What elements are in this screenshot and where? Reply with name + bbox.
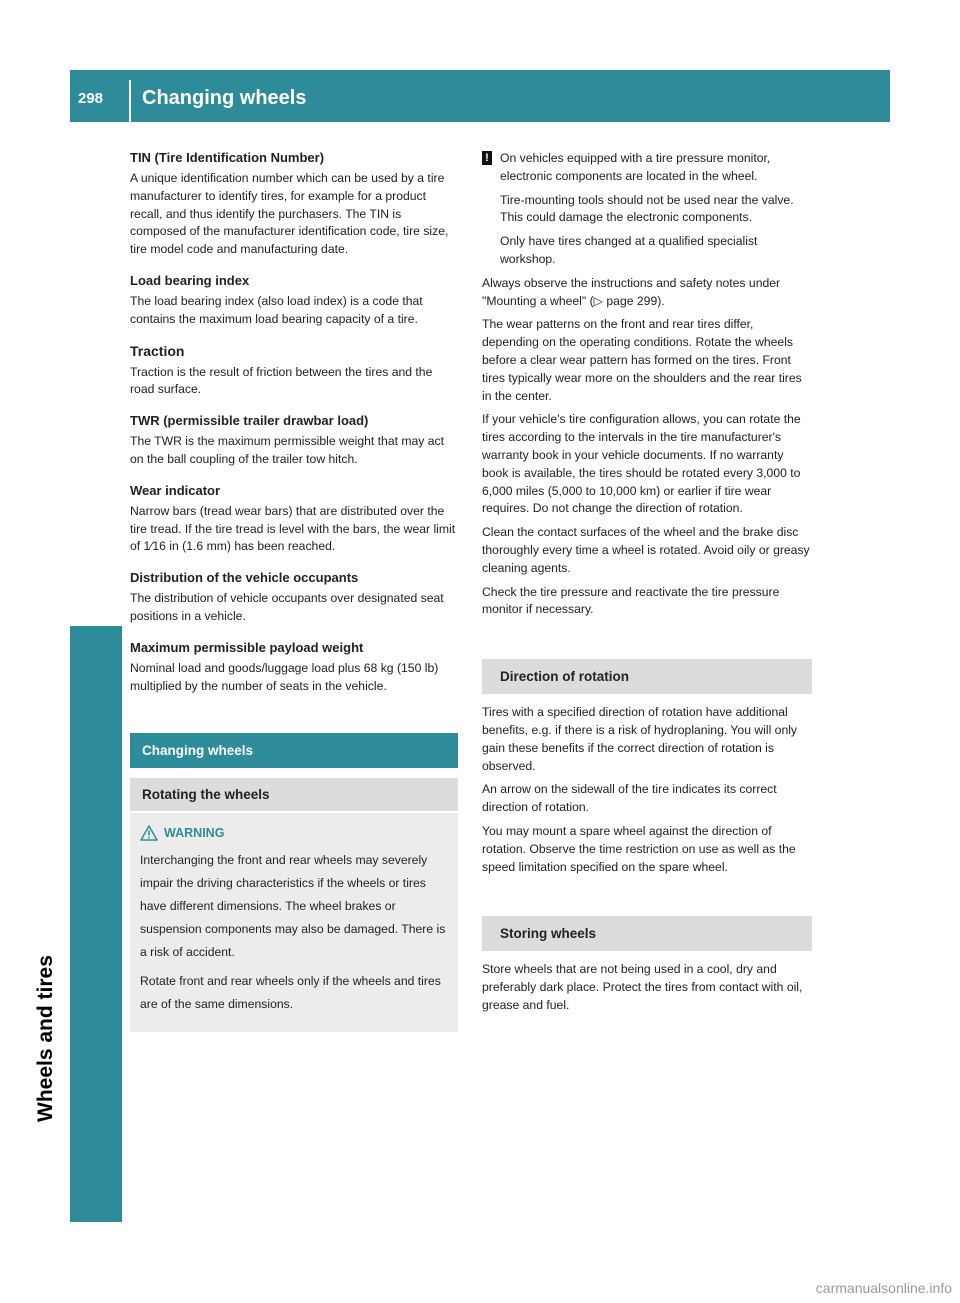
definition-term: TWR (permissible trailer drawbar load)	[130, 413, 369, 429]
warning-triangle-icon	[140, 825, 158, 841]
definition-twr	[130, 413, 458, 469]
side-tab	[70, 626, 122, 1222]
definition-occupant-distribution	[130, 570, 458, 626]
section-heading: Changing wheels	[130, 733, 458, 768]
definition-text: The distribution of vehicle occupants over designated seat positions in a vehicle.	[130, 591, 444, 623]
definition-term: Load bearing index	[130, 272, 250, 288]
header-divider	[129, 80, 131, 122]
subsection-heading: Rotating the wheels	[130, 778, 458, 811]
definition-term: Wear indicator	[130, 482, 221, 498]
body-paragraph: Always observe the instructions and safety notes under "Mounting a wheel" (▷ page 299).	[482, 275, 781, 308]
definition-term: Distribution of the vehicle occupants	[130, 570, 359, 586]
side-tab-label: Wheels and tires	[34, 955, 57, 1122]
definition-traction	[130, 343, 458, 400]
body-paragraph: Clean the contact surfaces of the wheel and the brake disc thoroughly every time a wheel is rotated. Avoid oily or greasy cleaning agents.	[482, 525, 810, 575]
definition-wear-indicator	[130, 483, 458, 556]
storing-wheels-heading: Storing wheels	[482, 916, 812, 951]
definition-max-payload	[130, 640, 458, 696]
body-paragraph: Store wheels that are not being used in a cool, dry and preferably dark place. Protect the tires from contact with oil, grease and fuel.	[482, 962, 803, 1012]
body-paragraph: Tires with a specified direction of rotation have additional benefits, e.g. if there is a risk of hydroplaning. You will only gain these benefits if the correct direction of rotation is observed.	[482, 705, 798, 773]
warning-paragraph: Rotate front and rear wheels only if the wheels and tires are of the same dimensions.	[140, 974, 441, 1012]
definition-term: Traction	[130, 342, 185, 359]
watermark: carmanualsonline.info	[815, 1280, 952, 1296]
definition-term: TIN (Tire Identification Number)	[130, 150, 325, 165]
notice-paragraph: Tire-mounting tools should not be used near the valve. This could damage the electronic components.	[500, 192, 794, 225]
definition-text: Nominal load and goods/luggage load plus 68 kg (150 lb) multiplied by the number of seats in the vehicle.	[130, 660, 439, 693]
body-paragraph: You may mount a spare wheel against the direction of rotation. Observe the time restriction on use as well as the speed limitation specified on the spare wheel.	[482, 823, 796, 874]
notice-paragraph: Only have tires changed at a qualified specialist workshop.	[500, 234, 758, 266]
notice-block	[482, 150, 812, 269]
body-paragraph: An arrow on the sidewall of the tire indicates its correct direction of rotation.	[482, 782, 777, 815]
body-paragraph: Check the tire pressure and reactivate the tire pressure monitor if necessary.	[482, 584, 780, 617]
definition-text: The load bearing index (also load index) is a code that contains the maximum load bearing capacity of a tire.	[130, 293, 423, 326]
warning-title	[140, 825, 448, 841]
notice-paragraph: On vehicles equipped with a tire pressure monitor, electronic components are located in the wheel.	[500, 151, 771, 183]
definition-text: A unique identification number which can be used by a tire manufacturer to identify tires, for example for a product recall, and thus identify the purchasers. The TIN is composed of the manufacturer identification code, tire size, tire model code and manufacturing date.	[130, 171, 449, 257]
warning-box	[130, 813, 458, 1032]
exclamation-icon: !	[482, 151, 492, 165]
definition-term: Maximum permissible payload weight	[130, 639, 364, 655]
definition-text: Traction is the result of friction between the tires and the road surface.	[130, 364, 433, 397]
warning-title-text: WARNING	[164, 826, 225, 841]
warning-paragraph: Interchanging the front and rear wheels may severely impair the driving characteristics if the wheels or tires have different dimensions. The wheel brakes or suspension components may also be damaged. There is a risk of accident.	[140, 853, 446, 960]
definition-load-bearing-index	[130, 273, 458, 329]
body-paragraph: The wear patterns on the front and rear tires differ, depending on the operating conditions. Rotate the wheels before a clear wear pattern has formed on the tires. Front tires typically wear more on the shoulders and the rear tires in the center.	[482, 317, 802, 403]
page-number: 298	[78, 90, 104, 107]
body-paragraph: If your vehicle's tire configuration allows, you can rotate the tires according to the intervals in the tire manufacturer's warranty book in your vehicle documents. If no warranty book is available, the tires should be rotated every 3,000 to 6,000 miles (5,000 to 10,000 km) or earlier if tire wear requires. Do not change the direction of rotation.	[482, 412, 801, 516]
definition-tin	[130, 150, 458, 259]
page-title: Changing wheels	[142, 87, 307, 109]
definition-text: The TWR is the maximum permissible weight that may act on the ball coupling of the trailer tow hitch.	[130, 434, 445, 466]
header-bar	[70, 70, 890, 122]
definition-text: Narrow bars (tread wear bars) that are distributed over the tire tread. If the tire tread is level with the bars, the wear limit of 1⁄16 in (1.6 mm) has been reached.	[130, 503, 456, 554]
right-column	[482, 150, 812, 1021]
left-column	[130, 150, 458, 1032]
direction-of-rotation-heading: Direction of rotation	[482, 659, 812, 694]
